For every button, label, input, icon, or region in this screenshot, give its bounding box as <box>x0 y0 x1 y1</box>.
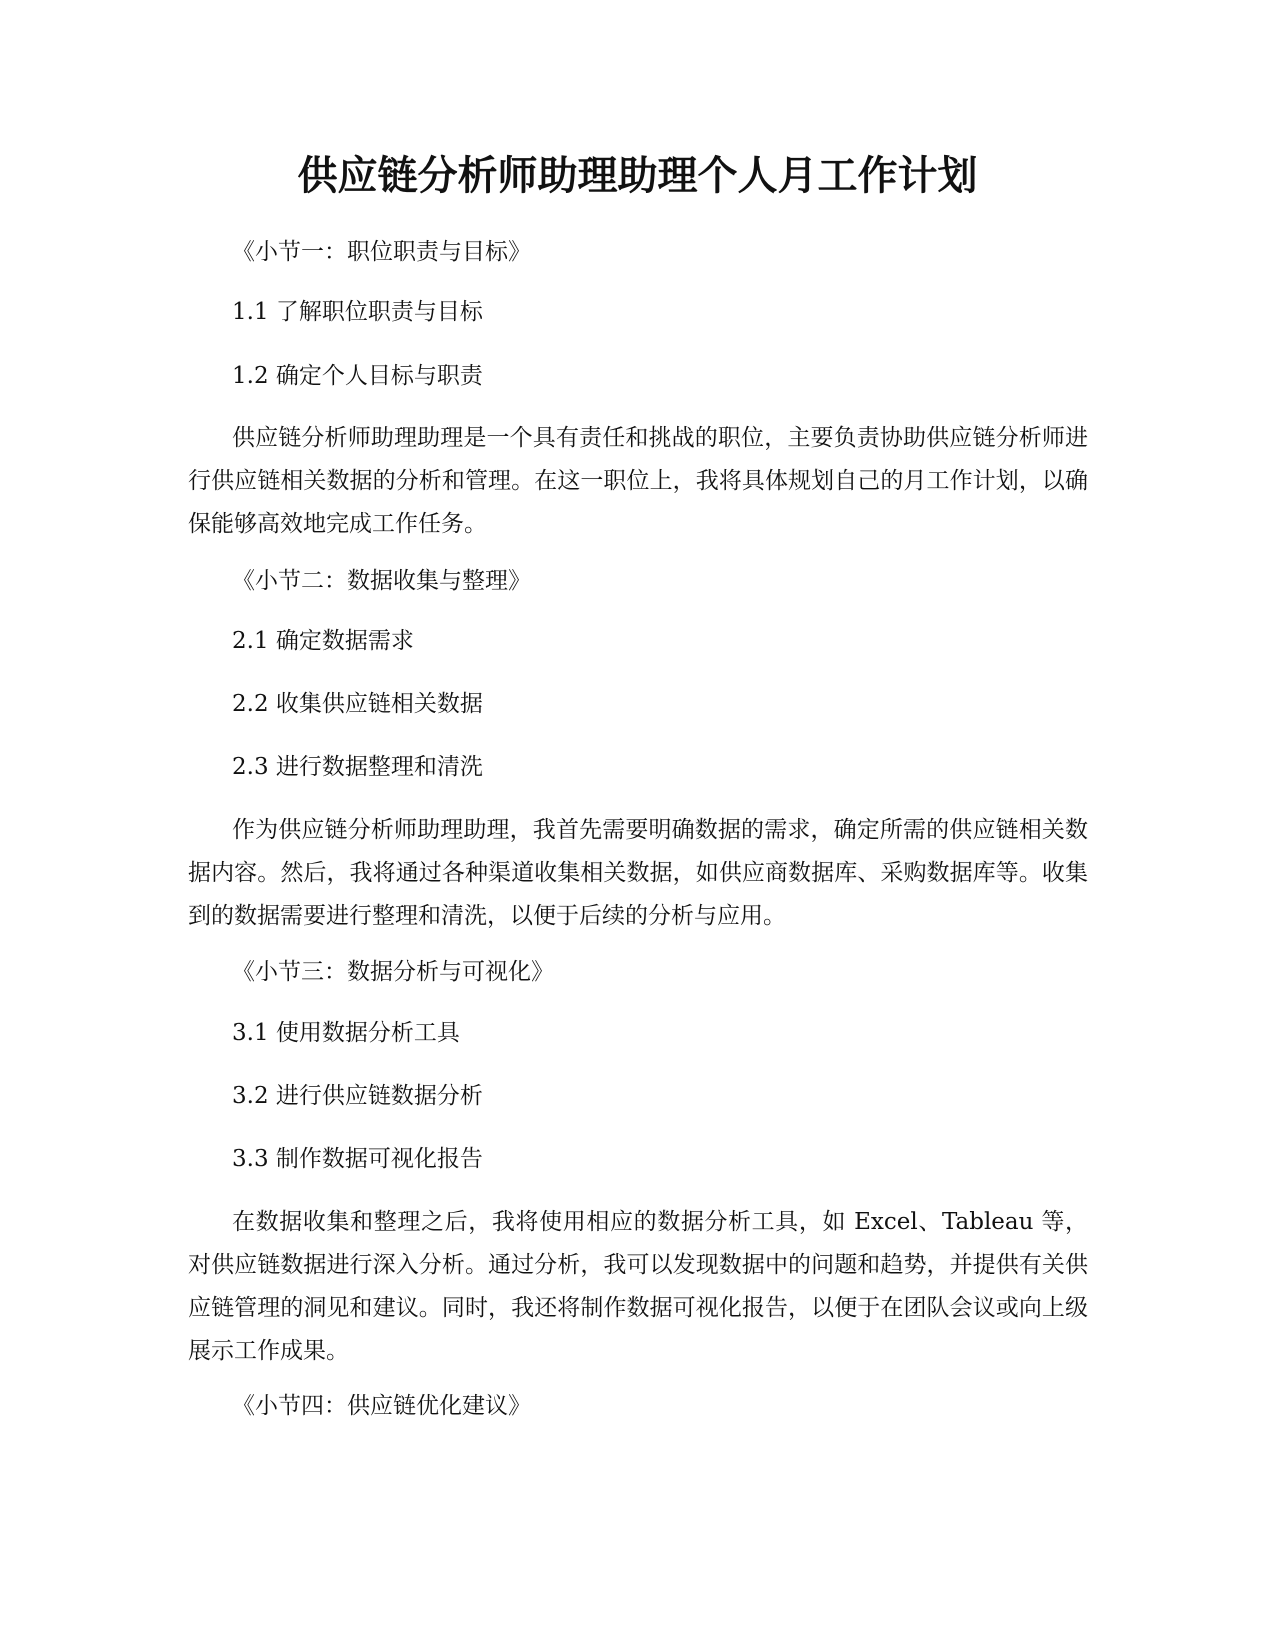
section2-item-1: 2.1 确定数据需求 <box>232 628 414 654</box>
section4-heading: 《小节四：供应链优化建议》 <box>232 1393 531 1419</box>
section1-item-1: 1.1 了解职位职责与目标 <box>232 299 483 325</box>
section3-item-1: 3.1 使用数据分析工具 <box>232 1020 460 1046</box>
section1-heading: 《小节一：职位职责与目标》 <box>232 239 531 265</box>
section1-item-2: 1.2 确定个人目标与职责 <box>232 363 483 389</box>
section2-paragraph: 作为供应链分析师助理助理，我首先需要明确数据的需求，确定所需的供应链相关数据内容。然后，我将通过各种渠道收集相关数据，如供应商数据库、采购数据库等。收集到的数据需要进行整理和清洗，以便于后续的分析与应用。 <box>188 817 1088 929</box>
section2-heading: 《小节二：数据收集与整理》 <box>232 568 531 594</box>
section1-paragraph: 供应链分析师助理助理是一个具有责任和挑战的职位，主要负责协助供应链分析师进行供应链相关数据的分析和管理。在这一职位上，我将具体规划自己的月工作计划，以确保能够高效地完成工作任务。 <box>188 425 1088 537</box>
section3-item-2: 3.2 进行供应链数据分析 <box>232 1083 483 1109</box>
section2-item-3: 2.3 进行数据整理和清洗 <box>232 754 483 780</box>
document-title: 供应链分析师助理助理个人月工作计划 <box>297 153 978 199</box>
section2-item-2: 2.2 收集供应链相关数据 <box>232 691 483 717</box>
section3-paragraph: 在数据收集和整理之后，我将使用相应的数据分析工具，如 Excel、Tableau 等，对供应链数据进行深入分析。通过分析，我可以发现数据中的问题和趋势，并提供有关供应链管理的洞见和建议。同时，我还将制作数据可视化报告，以便于在团队会议或向上级展示工作成果。 <box>188 1209 1088 1364</box>
section3-heading: 《小节三：数据分析与可视化》 <box>232 959 554 985</box>
section3-item-3: 3.3 制作数据可视化报告 <box>232 1146 483 1172</box>
